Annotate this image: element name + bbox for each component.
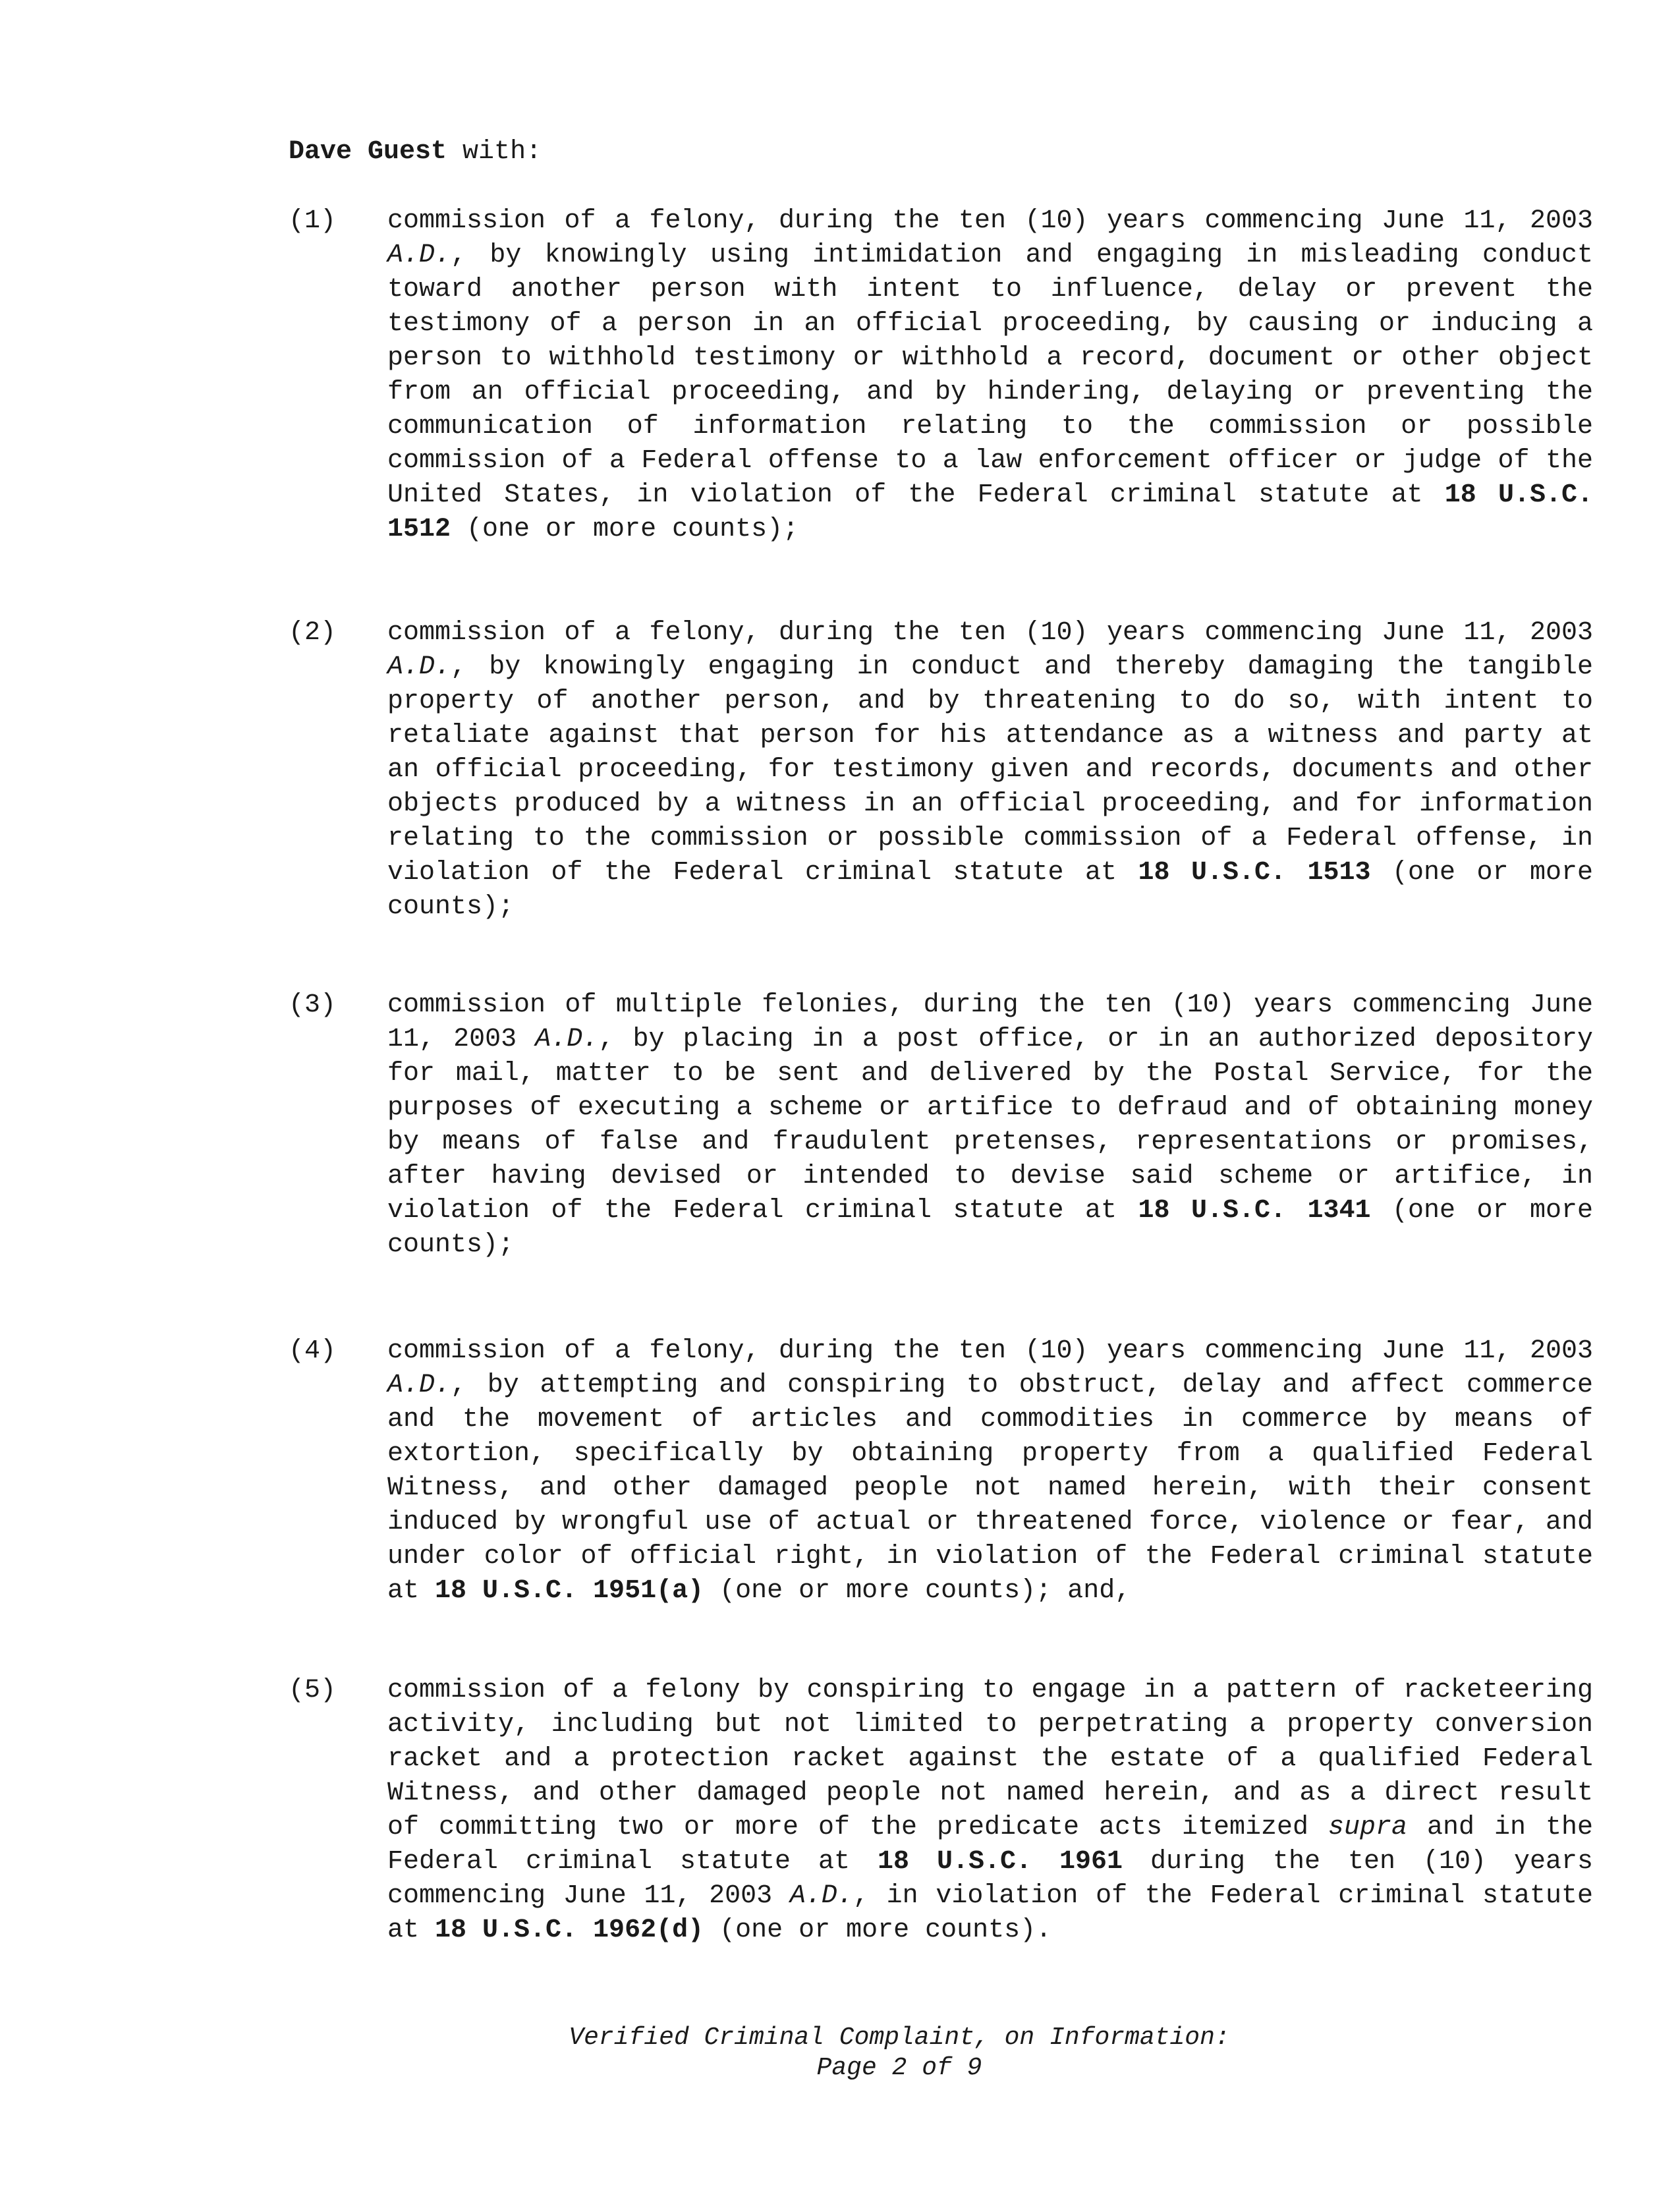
statute-citation: 18 U.S.C. 1951(a) — [435, 1576, 704, 1606]
text-run: commission of a felony by conspiring to engage in a pattern of racketeering activity, including but not limited to perpetrating a property conversion racket and a protection racket against the estate of a qualified Federal Witness, and other damaged people not named herein, and as a direct result of committing two or more of the predicate acts itemized — [387, 1676, 1593, 1842]
charge-text — [387, 1674, 1593, 1948]
statute-citation: 18 U.S.C. 1961 — [878, 1847, 1123, 1877]
charge-number: (5) — [289, 1676, 337, 1705]
italic-text: A.D. — [387, 652, 451, 682]
text-run: (one or more counts); — [387, 858, 1593, 922]
text-run: , by knowingly using intimidation and engaging in misleading conduct toward another person with intent to influence, delay or prevent the testimony of a person in an official proceeding, by causing or inducing a person to withhold testimony or withhold a record, document or other object from an official proceeding, and by hindering, delaying or preventing the communication of information relating to the commission or possible commission of a Federal offense to a law enforcement officer or judge of the United States, in violation of the Federal criminal statute at — [387, 241, 1593, 510]
text-run: commission of a felony, during the ten (10) years commencing June 11, 2003 — [387, 618, 1593, 648]
statute-citation: 18 U.S.C. 1512 — [387, 480, 1593, 544]
defendant-name: Dave Guest — [289, 137, 447, 167]
italic-text: supra — [1328, 1813, 1408, 1842]
charge-text — [387, 204, 1593, 547]
text-run: during the ten (10) years commencing June 11, 2003 — [387, 1847, 1594, 1911]
page-footer — [0, 2023, 1680, 2083]
charge-number: (1) — [289, 206, 337, 236]
charge-text — [387, 616, 1593, 924]
charge-number: (3) — [289, 990, 337, 1020]
text-run: , in violation of the Federal criminal statute at — [387, 1881, 1593, 1945]
text-run: and in the Federal criminal statute at — [387, 1813, 1593, 1877]
text-run: (one or more counts). — [704, 1915, 1052, 1945]
text-run: (one or more counts); — [451, 515, 799, 544]
italic-text: A.D. — [789, 1881, 853, 1911]
text-run: commission of multiple felonies, during the ten (10) years commencing June 11, 2003 — [387, 990, 1593, 1054]
statute-citation: 18 U.S.C. 1341 — [1138, 1196, 1371, 1226]
text-run: commission of a felony, during the ten (10) years commencing June 11, 2003 — [387, 206, 1593, 236]
text-run: (one or more counts); — [387, 1196, 1593, 1260]
italic-text: A.D. — [387, 241, 451, 270]
text-run: , by knowingly engaging in conduct and thereby damaging the tangible property of another person, and by threatening to do so, with intent to retaliate against that person for his attendance as a witness and party at an official proceeding, for testimony given and records, documents and other objects produced by a witness in an official proceeding, and for information relating to the commission or possible commission of a Federal offense, in violation of the Federal criminal statute at — [387, 652, 1593, 888]
charge-number: (2) — [289, 618, 337, 648]
footer-title: Verified Criminal Complaint, on Information: — [569, 2024, 1230, 2052]
text-run: , by attempting and conspiring to obstruct, delay and affect commerce and the movement of articles and commodities in commerce by means of extortion, specifically by obtaining property from a qualified Federal Witness, and other damaged people not named herein, with their consent induced by wrongful use of actual or threatened force, violence or fear, and under color of official right, in violation of the Federal criminal statute at — [387, 1371, 1593, 1606]
statute-citation: 18 U.S.C. 1513 — [1138, 858, 1371, 888]
statute-citation: 18 U.S.C. 1962(d) — [435, 1915, 704, 1945]
italic-text: A.D. — [535, 1025, 599, 1054]
text-run: , by placing in a post office, or in an authorized depository for mail, matter to be sent and delivered by the Postal Service, for the purposes of executing a scheme or artifice to defraud and of obtaining money by means of false and fraudulent pretenses, representations or promises, after having devised or intended to devise said scheme or artifice, in violation of the Federal criminal statute at — [387, 1025, 1593, 1226]
italic-text: A.D. — [387, 1371, 451, 1400]
charge-number: (4) — [289, 1336, 337, 1366]
intro-suffix: with: — [447, 137, 542, 167]
text-run: commission of a felony, during the ten (10) years commencing June 11, 2003 — [387, 1336, 1593, 1366]
text-run: (one or more counts); and, — [704, 1576, 1131, 1606]
intro-line — [289, 135, 542, 169]
charge-text — [387, 1334, 1593, 1608]
page-number: Page 2 of 9 — [816, 2054, 982, 2082]
charge-text — [387, 988, 1593, 1262]
